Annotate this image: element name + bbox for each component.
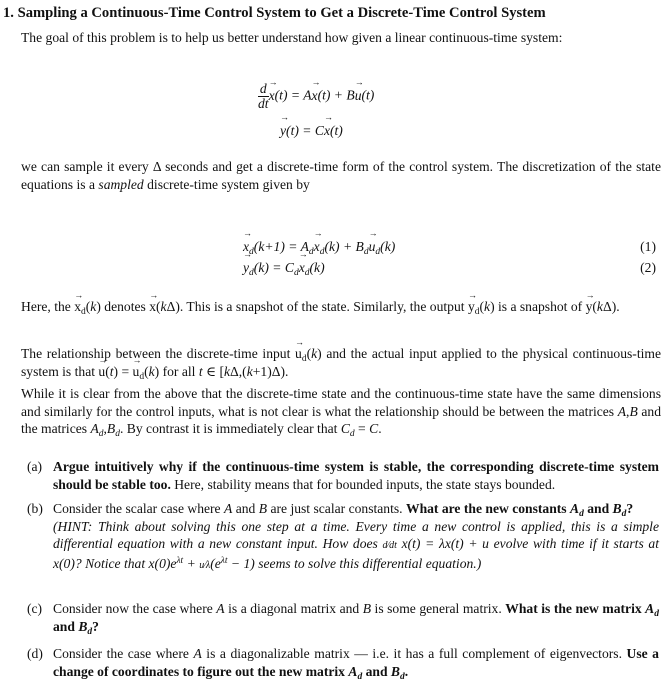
part-b-label: (b) [27, 501, 43, 516]
problem-title: 1. Sampling a Continuous-Time Control System to Get a Discrete-Time Control System [3, 5, 546, 21]
intro-paragraph: The goal of this problem is to help us better understand how given a linear continuous-time system: [21, 30, 563, 45]
dt-state-equation: → $x_d(k+1) = A_d\to x_d(k) + B_d\to u_d(k)$ [243, 239, 395, 255]
input-relation-paragraph: The relationship between the discrete-time input → $u_d(k)$ and the actual input applied to the physical continuous-time system is that → u(t) = → $u_d(k)$ for all t ∈ [kΔ,(k+1)Δ). [21, 345, 661, 380]
part-c-label: (c) [27, 601, 43, 616]
part-a-label: (a) [27, 459, 43, 474]
part-a-text: Argue intuitively why if the continuous-time system is stable, the corresponding discrete-time system should be stable too. Here, stability means that for bounded inputs, the state stays bounded. [53, 459, 659, 492]
part-b-text: Consider the scalar case where A and B are just scalar constants. What are the new constants $A_d$ and $B_d$? (HINT: Think about solving this one step at a time. Every time a new control is applied, this is a simple differential equation with a new constant input. How does d⁄dt x(t) = λx(t) + u evolve with time if it starts at x(0)? Notice that $x(0)e^{\lambda t}$ + $u⁄\lambda(e^{\lambda t} - 1)$ seems to solve this differential equation.) [53, 501, 659, 571]
part-d-text: Consider the case where A is a diagonalizable matrix — i.e. it has a full complement of eigenvectors. Use a change of coordinates to figure out the new matrix $A_d$ and $B_d$. [53, 646, 659, 682]
ct-output-equation: → y(t) = C→ x(t) [280, 123, 343, 139]
matrices-paragraph: While it is clear from the above that the discrete-time state and the continuous-time state have the same dimensions and similarly for the control inputs, what is not clear is what the relationship should be between the matrices A,B and the matrices $A_d,B_d$. By contrast it is immediately clear that $C_d = C$. [21, 386, 661, 439]
part-d-label: (d) [27, 646, 43, 661]
equation-number-1: (1) [640, 239, 656, 254]
dt-output-equation: → $y_d(k) = C_d\to x_d(k)$ [243, 260, 325, 276]
part-c-text: Consider now the case where A is a diagonal matrix and B is some general matrix. What is the new matrix $A_d$ and $B_d$? [53, 601, 659, 637]
ct-state-equation: $\frac{d}{dt}$ → x(t) = A→ x(t) + B→ u(t) [258, 82, 374, 111]
sampling-paragraph: we can sample it every Δ seconds and get a discrete-time form of the control system. The discretization of the state equations is a sampled discrete-time system given by [21, 159, 661, 192]
snapshot-paragraph: Here, the → $x_d(k)$ denotes → x(kΔ). This is a snapshot of the state. Similarly, the output → $y_d(k)$ is a snapshot of → y(kΔ). [21, 298, 661, 316]
equation-number-2: (2) [640, 260, 656, 275]
